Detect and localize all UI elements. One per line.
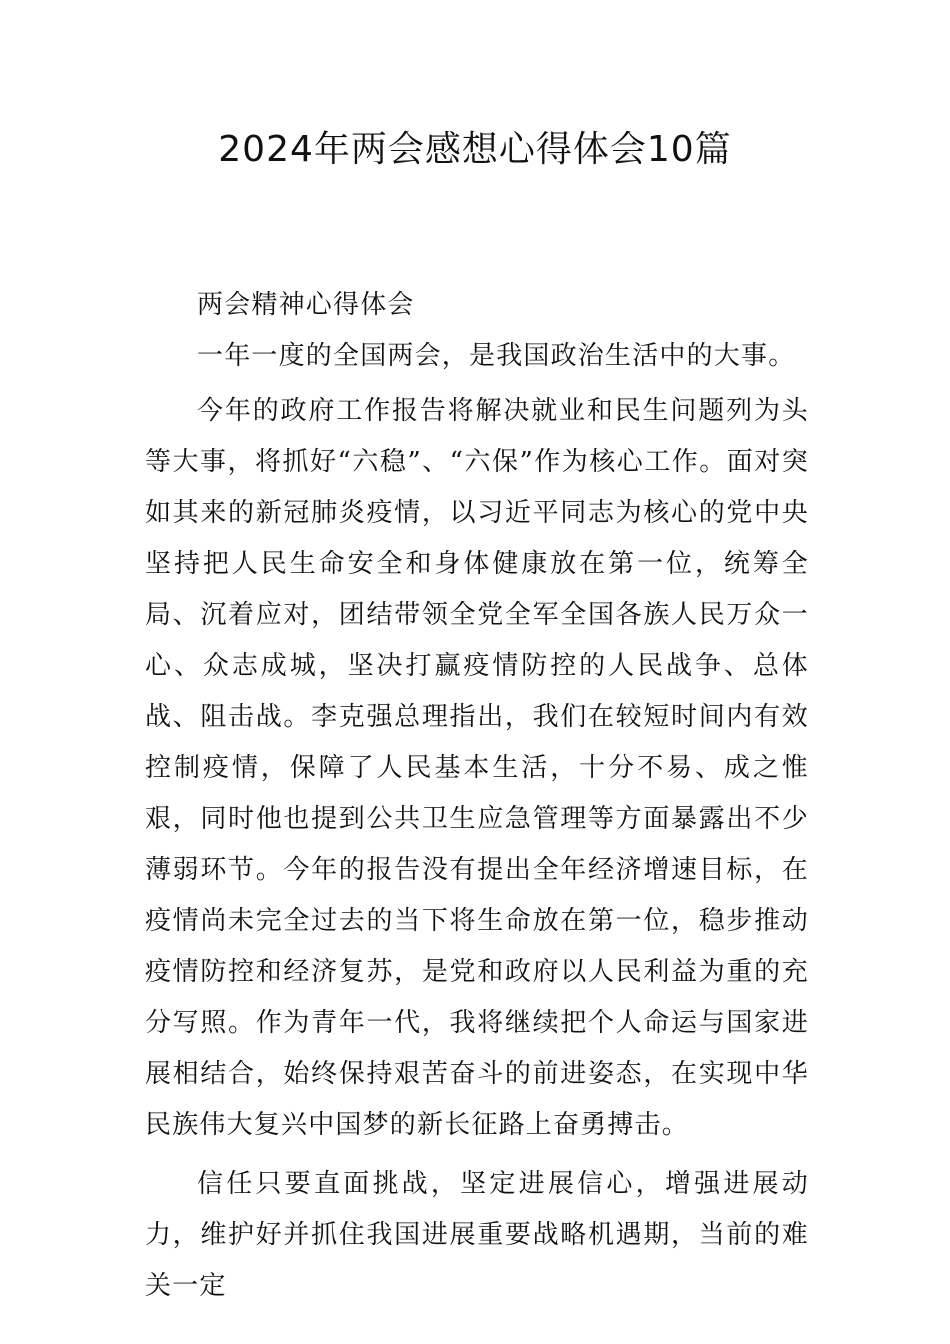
paragraph-heading: 两会精神心得体会	[197, 290, 415, 320]
paragraph: 一年一度的全国两会，是我国政治生活中的大事。	[197, 341, 796, 371]
document-title: 2024年两会感想心得体会10篇	[218, 129, 732, 170]
document-body	[145, 280, 809, 1312]
paragraph: 信任只要直面挑战，坚定进展信心，增强进展动力，维护好并抓住我国进展重要战略机遇期，当前的难关一定	[145, 1169, 809, 1301]
paragraph: 今年的政府工作报告将解决就业和民生问题列为头等大事，将抓好“六稳”、“六保”作为核心工作。面对突如其来的新冠肺炎疫情，以习近平同志为核心的党中央坚持把人民生命安全和身体健康放在第一位，统筹全局、沉着应对，团结带领全党全军全国各族人民万众一心、众志成城，坚决打赢疫情防控的人民战争、总体战、阻击战。李克强总理指出，我们在较短时间内有效控制疫情，保障了人民基本生活，十分不易、成之惟艰，同时他也提到公共卫生应急管理等方面暴露出不少薄弱环节。今年的报告没有提出全年经济增速目标，在疫情尚未完全过去的当下将生命放在第一位，稳步推动疫情防控和经济复苏，是党和政府以人民利益为重的充分写照。作为青年一代，我将继续把个人命运与国家进展相结合，始终保持艰苦奋斗的前进姿态，在实现中华民族伟大复兴中国梦的新长征路上奋勇搏击。	[145, 396, 809, 1140]
